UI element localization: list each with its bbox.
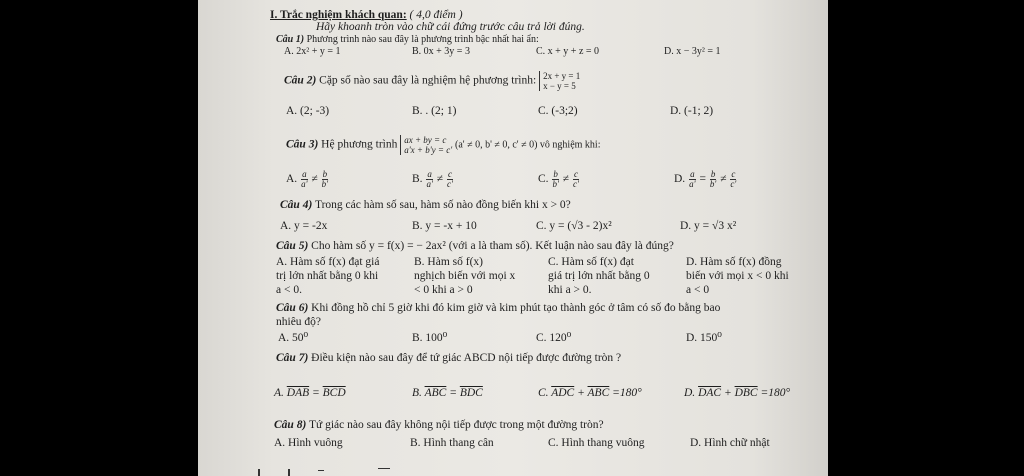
question-8 bbox=[274, 419, 604, 432]
q5-a-line3: a < 0. bbox=[276, 284, 302, 296]
q4-option-c: C. y = (√3 - 2)x² bbox=[536, 220, 612, 232]
q3-c-letter: C. bbox=[538, 173, 549, 186]
question-6 bbox=[276, 302, 720, 315]
question-5 bbox=[276, 240, 674, 253]
q1-option-c: C. x + y + z = 0 bbox=[536, 46, 600, 57]
q7-b-angle1: $\overline{ABC}$ bbox=[424, 387, 447, 399]
q3-system bbox=[400, 135, 452, 155]
q2-eq2: x − y = 5 bbox=[543, 81, 576, 91]
q3-a-frac2: $\frac{b}{b'}$ bbox=[321, 169, 329, 189]
q3-text: Hệ phương trình bbox=[321, 138, 398, 151]
q3-b-sign: ≠ bbox=[436, 173, 444, 186]
question-7 bbox=[276, 352, 621, 365]
q3-d-letter: D. bbox=[674, 173, 686, 186]
q5-option-a bbox=[276, 255, 379, 297]
q4-text: Trong các hàm số sau, hàm số nào đồng biến khi x > 0? bbox=[314, 199, 571, 211]
q6-option-a: A. 50⁰ bbox=[278, 332, 309, 344]
q7-d-op: + bbox=[723, 387, 732, 399]
q3-label: Câu 3) bbox=[286, 138, 319, 151]
q7-b-letter: B. bbox=[412, 387, 422, 399]
q7-c-angle2: $\overline{ABC}$ bbox=[587, 387, 610, 399]
q5-b-line2: nghịch biến với mọi x bbox=[414, 270, 516, 282]
q3-option-d bbox=[674, 170, 737, 189]
q3-b-frac2: $\frac{c}{c'}$ bbox=[447, 169, 453, 189]
q4-option-d: D. y = √3 x² bbox=[680, 220, 737, 232]
q7-c-tail: =180° bbox=[612, 387, 642, 399]
q5-a-line2: trị lớn nhất bằng 0 khi bbox=[276, 270, 379, 282]
q5-d-line1: D. Hàm số f(x) đồng bbox=[686, 256, 782, 268]
q6-option-d: D. 150⁰ bbox=[686, 332, 722, 344]
q3-d-sign1: = bbox=[699, 173, 706, 186]
q7-a-letter: A. bbox=[274, 387, 284, 399]
q8-option-c: C. Hình thang vuông bbox=[548, 437, 645, 449]
q1-text: Phương trình nào sau đây là phương trình bậc nhất hai ẩn: bbox=[306, 34, 539, 45]
q7-a-op: = bbox=[312, 387, 320, 399]
q7-d-angle2: $\overline{DBC}$ bbox=[734, 387, 758, 399]
q5-b-line1: B. Hàm số f(x) bbox=[414, 256, 483, 268]
q2-option-c: C. (-3;2) bbox=[538, 105, 578, 117]
section-title: I. Trắc nghiệm khách quan: bbox=[270, 9, 407, 21]
q5-option-c bbox=[548, 255, 650, 297]
q2-text: Cặp số nào sau đây là nghiệm hệ phương trình: bbox=[319, 74, 537, 87]
q2-system bbox=[539, 71, 580, 91]
q5-text: Cho hàm số y = f(x) = − 2ax² (với a là tham số). Kết luận nào sau đây là đúng? bbox=[311, 240, 674, 252]
q1-option-d: D. x − 3y² = 1 bbox=[664, 46, 721, 57]
q5-option-d bbox=[686, 255, 789, 297]
q1-option-b: B. 0x + 3y = 3 bbox=[412, 46, 470, 57]
q3-eq1: ax + by = c bbox=[404, 135, 447, 145]
q7-b-angle2: $\overline{BDC}$ bbox=[459, 387, 483, 399]
q7-label: Câu 7) bbox=[276, 352, 309, 364]
q3-option-c bbox=[538, 170, 580, 189]
q7-b-op: = bbox=[449, 387, 457, 399]
q7-d-tail: =180° bbox=[760, 387, 791, 399]
q7-c-letter: C. bbox=[538, 387, 549, 399]
q7-d-letter: D. bbox=[684, 387, 696, 399]
q5-option-b bbox=[414, 255, 515, 297]
q3-c-sign: ≠ bbox=[562, 173, 570, 186]
q5-d-line2: biến với mọi x < 0 khi bbox=[686, 270, 789, 282]
q6-label: Câu 6) bbox=[276, 302, 309, 314]
section-points: ( 4,0 điểm ) bbox=[409, 9, 463, 21]
q7-option-d bbox=[684, 387, 790, 400]
q5-d-line3: a < 0 bbox=[686, 284, 710, 296]
q6-option-b: B. 100⁰ bbox=[412, 332, 448, 344]
q4-label: Câu 4) bbox=[280, 199, 313, 211]
q2-eq1: 2x + y = 1 bbox=[543, 71, 581, 81]
q7-a-angle1: $\overline{DAB}$ bbox=[286, 387, 310, 399]
q6-text-cont: nhiêu độ? bbox=[276, 316, 322, 328]
q3-eq2: a'x + b'y = c' bbox=[404, 145, 453, 155]
cut-off-text-fragment bbox=[258, 466, 398, 476]
q7-a-angle2: $\overline{BCD}$ bbox=[322, 387, 346, 399]
q7-option-a bbox=[274, 387, 346, 400]
q3-option-b bbox=[412, 170, 454, 189]
q5-c-line2: giá trị lớn nhất bằng 0 bbox=[548, 270, 650, 282]
q3-option-a bbox=[286, 170, 329, 189]
q5-c-line3: khi a > 0. bbox=[548, 284, 592, 296]
q3-b-letter: B. bbox=[412, 173, 423, 186]
q7-option-c bbox=[538, 387, 642, 400]
q1-option-a: A. 2x² + y = 1 bbox=[284, 46, 341, 57]
q8-option-a: A. Hình vuông bbox=[274, 437, 343, 449]
q7-option-b bbox=[412, 387, 483, 400]
q3-d-frac1: $\frac{a}{a'}$ bbox=[689, 169, 696, 189]
q3-b-frac1: $\frac{a}{a'}$ bbox=[426, 169, 433, 189]
q7-c-angle1: $\overline{ADC}$ bbox=[551, 387, 575, 399]
q3-c-frac2: $\frac{c}{c'}$ bbox=[573, 169, 579, 189]
q1-label: Câu 1) bbox=[276, 34, 305, 45]
q8-option-b: B. Hình thang cân bbox=[410, 437, 494, 449]
q5-label: Câu 5) bbox=[276, 240, 309, 252]
q7-c-op: + bbox=[577, 387, 585, 399]
q6-text: Khi đồng hồ chỉ 5 giờ khi đó kim giờ và kim phút tạo thành góc ở tâm có số đo bằng bao bbox=[311, 302, 721, 314]
exam-paper bbox=[198, 0, 828, 476]
q3-a-frac1: $\frac{a}{a'}$ bbox=[301, 169, 308, 189]
q3-c-frac1: $\frac{b}{b'}$ bbox=[552, 169, 559, 189]
q3-d-frac2: $\frac{b}{b'}$ bbox=[709, 169, 717, 189]
question-3 bbox=[286, 135, 600, 155]
q8-text: Tứ giác nào sau đây không nội tiếp được trong một đường tròn? bbox=[308, 419, 604, 431]
q3-d-sign2: ≠ bbox=[720, 173, 727, 186]
q2-option-b: B. . (2; 1) bbox=[412, 105, 457, 117]
q7-text: Điều kiện nào sau đây để tứ giác ABCD nội tiếp được đường tròn ? bbox=[311, 352, 622, 364]
q4-option-a: A. y = -2x bbox=[280, 220, 328, 232]
q2-option-d: D. (-1; 2) bbox=[670, 105, 714, 117]
q3-a-letter: A. bbox=[286, 173, 298, 186]
q7-d-angle1: $\overline{DAC}$ bbox=[698, 387, 722, 399]
question-2 bbox=[284, 71, 580, 91]
q5-c-line1: C. Hàm số f(x) đạt bbox=[548, 256, 634, 268]
q3-condition: (a' ≠ 0, b' ≠ 0, c' ≠ 0) vô nghiệm khi: bbox=[455, 139, 601, 151]
q8-option-d: D. Hình chữ nhật bbox=[690, 437, 770, 449]
q5-a-line1: A. Hàm số f(x) đạt giá bbox=[276, 256, 380, 268]
q5-b-line3: < 0 khi a > 0 bbox=[414, 284, 473, 296]
q3-d-frac3: $\frac{c}{c'}$ bbox=[730, 169, 737, 189]
q4-option-b: B. y = -x + 10 bbox=[412, 220, 477, 232]
q2-label: Câu 2) bbox=[284, 74, 317, 87]
question-4 bbox=[280, 199, 571, 212]
q8-label: Câu 8) bbox=[274, 419, 307, 431]
q2-option-a: A. (2; -3) bbox=[286, 105, 330, 117]
instruction: Hãy khoanh tròn vào chữ cái đứng trước câu trả lời đúng. bbox=[316, 21, 585, 33]
q6-option-c: C. 120⁰ bbox=[536, 332, 572, 344]
q3-a-sign: ≠ bbox=[311, 173, 318, 186]
